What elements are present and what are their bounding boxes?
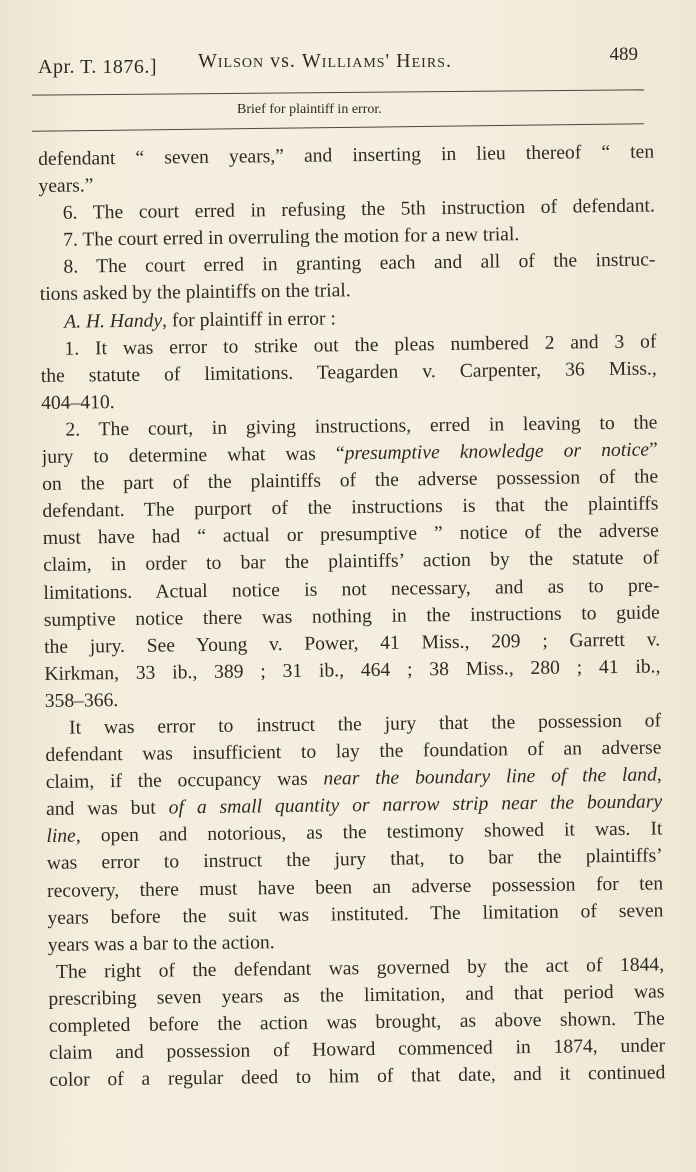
text-line: Kirkman, 33 ib., 389 ; 31 ib., 464 ; 38 Miss., 280 ; 41 ib., <box>44 656 661 685</box>
text-line: years was a bar to the action. <box>47 931 275 956</box>
text-run: ” <box>648 439 658 461</box>
text-run: jury to determine what was “ <box>41 443 345 469</box>
italic-phrase: line <box>46 825 76 848</box>
text-line: The right of the defendant was governed by the act of 1844, <box>55 954 665 983</box>
text-line: limitations. Actual notice is not necessary, and as to pre- <box>43 574 660 604</box>
text-line: 1. It was error to strike out the pleas numbered 2 and 3 of <box>64 331 657 360</box>
header-rule <box>32 89 644 95</box>
text-run: , open and notorious, as the testimony showed it was. It <box>75 818 663 847</box>
text-run: claim, if the occupancy was <box>45 768 324 794</box>
body-text <box>38 138 666 1094</box>
text-line: 404–410. <box>41 391 115 414</box>
text-line: claim and possession of Howard commenced in 1874, under <box>48 1035 666 1065</box>
text-run: , <box>656 764 662 786</box>
italic-phrase: near the boundary line of the land <box>323 764 657 790</box>
text-line: years.” <box>38 175 94 198</box>
text-line: color of a regular deed to him of that date, and it continued <box>49 1062 666 1092</box>
text-line: on the part of the plaintiffs of the adverse possession of the <box>42 466 659 496</box>
text-line: defendant was insufficient to lay the foundation of an adverse <box>45 737 662 767</box>
text-line: It was error to instruct the jury that the possession of <box>68 710 662 739</box>
text-line: tions asked by the plaintiffs on the trial. <box>39 280 351 306</box>
text-line: the statute of limitations. Teagarden v. Carpenter, 36 Miss., <box>40 358 657 387</box>
italic-phrase: of a small quantity or narrow strip near the boundary <box>168 791 663 819</box>
counsel-name: A. H. Handy <box>64 310 163 333</box>
text-line: 7. The court erred in overruling the motion for a new trial. <box>63 224 520 251</box>
text-line: must have had “ actual or presumptive ” notice of the adverse <box>42 520 659 550</box>
term-label: Apr. T. 1876.] <box>38 56 158 78</box>
counsel-role: , for plaintiff in error : <box>161 307 336 332</box>
text-line: 6. The court erred in refusing the 5th instruction of defendant. <box>62 195 655 224</box>
text-line: completed before the action was brought, as above shown. The <box>48 1008 665 1037</box>
section-subheader: Brief for plaintiff in error. <box>237 102 382 117</box>
case-title-plaintiff: Wilson <box>198 50 265 72</box>
text-line: years before the suit was instituted. The limitation of seven <box>47 900 664 929</box>
text-line: claim, in order to bar the plaintiffs’ action by the statute of <box>43 547 660 577</box>
case-title-defendant: Williams' Heirs. <box>301 50 452 72</box>
text-line: the jury. See Young v. Power, 41 Miss., 209 ; Garrett v. <box>43 629 661 658</box>
text-line: prescribing seven years as the limitation, and that period was <box>48 981 665 1010</box>
running-header <box>38 44 650 82</box>
text-line: defendant. The purport of the instructions is that the plaintiffs <box>42 493 659 523</box>
text-run: and was but <box>45 797 169 821</box>
text-line: sumptive notice there was nothing in the instructions to guide <box>43 602 660 631</box>
text-line: defendant “ seven years,” and inserting in lieu thereof “ ten <box>38 141 655 170</box>
text-line: 8. The court erred in granting each and all of the instruc- <box>63 249 656 279</box>
case-title <box>198 50 452 73</box>
italic-phrase: presumptive knowledge or notice <box>344 439 650 465</box>
text-line: recovery, there must have been an adverse possession for ten <box>46 872 664 902</box>
text-line: was error to instruct the jury that, to bar the plaintiffs’ <box>46 845 663 875</box>
page-number: 489 <box>609 44 638 65</box>
text-line: 2. The court, in giving instructions, erred in leaving to the <box>65 412 658 441</box>
text-line: 358–366. <box>44 689 119 712</box>
case-title-vs: vs. <box>264 50 302 72</box>
subheader-rule <box>32 123 644 131</box>
